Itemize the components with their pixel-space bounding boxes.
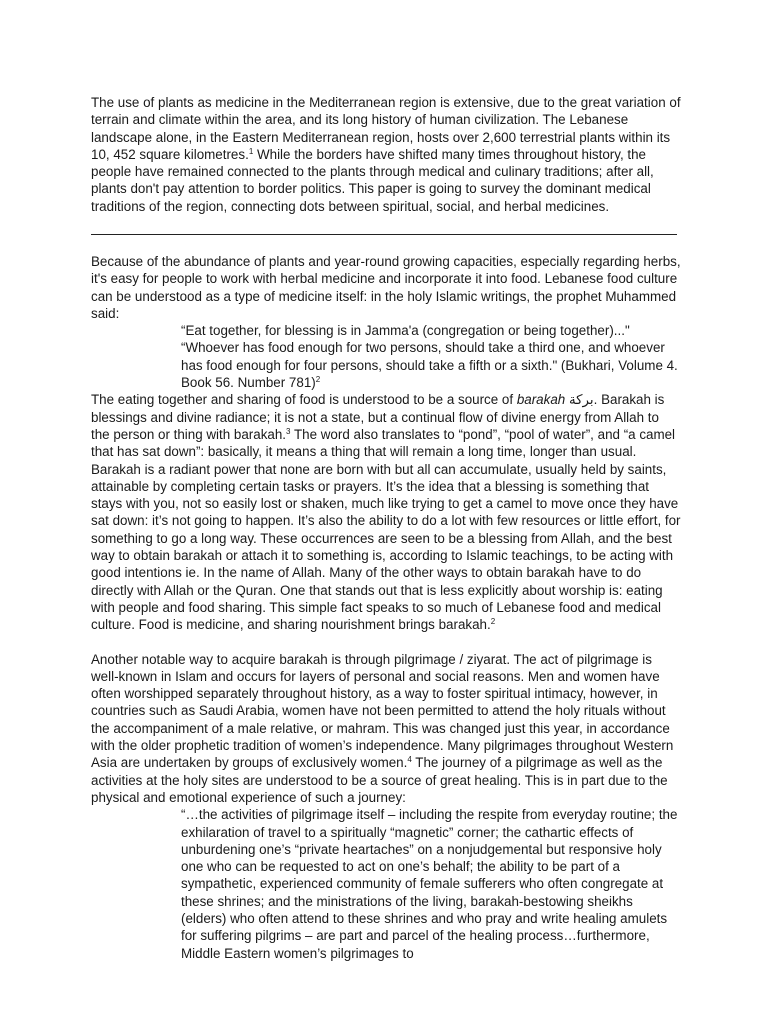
body-section [91, 253, 681, 962]
barakah-paragraph: The eating together and sharing of food is understood to be a source of barakah بركة. Barakah is blessings and divine radiance; it is not a state, but a continual flow of divine energy from Allah to the person or thing with barakah.$^3$ The word also translates to “pond”, “pool of water”, and “a camel that has sat down”: basically, it means a thing that will remain a long time, longer than usual. Barakah is a radiant power that none are born with but all can accumulate, usually held by saints, attainable by completing certain tasks or prayers. It’s the idea that a blessing is something that stays with you, not so easily lost or shaken, much like trying to get a camel to move once they have sat down: it’s not going to happen. It’s also the ability to do a lot with few resources or little effort, for something to go a long way. These occurrences are seen to be a blessing from Allah, and the best way to obtain barakah or attach it to something is, according to Islamic teachings, to be acting with good intentions ie. In the name of Allah. Many of the other ways to obtain barakah have to do directly with Allah or the Quran. One that stands out that is less explicitly about worship is: eating with people and food sharing. This simple fact speaks to so much of Lebanese food and medical culture. Food is medicine, and sharing nourishment brings barakah.$^2$ [91, 392, 681, 633]
intro-paragraph: The use of plants as medicine in the Mediterranean region is extensive, due to the great variation of terrain and climate within the area, and its long history of human civilization. The Lebanese landscape alone, in the Eastern Mediterranean region, hosts over 2,600 terrestrial plants within its 10, 452 square kilometres.$^1$ While the borders have shifted many times throughout history, the people have remained connected to the plants through medical and culinary traditions; after all, plants don't pay attention to border politics. This paper is going to survey the dominant medical traditions of the region, connecting dots between spiritual, social, and herbal medicines. [91, 95, 681, 214]
pilgrimage-paragraph: Another notable way to acquire barakah is through pilgrimage / ziyarat. The act of pilgrimage is well-known in Islam and occurs for layers of personal and social reasons. Men and women have often worshipped separately throughout history, as a way to foster spiritual intimacy, however, in countries such as Saudi Arabia, women have not been permitted to attend the holy rituals without the accompaniment of a male relative, or mahram. This was changed just this year, in accordance with the older prophetic tradition of women’s independence. Many pilgrimages throughout Western Asia are undertaken by groups of exclusively women.$^4$ The journey of a pilgrimage as well as the activities at the holy sites are understood to be a source of great healing. This is in part due to the physical and emotional experience of such a journey: [91, 651, 674, 805]
hadith-quote-1: “Eat together, for blessing is in Jamma'a (congregation or being together)..." [181, 323, 630, 339]
pilgrimage-quote: “…the activities of pilgrimage itself – including the respite from everyday routine; the exhilaration of travel to a spiritually “magnetic” corner; the cathartic effects of unburdening one’s “private heartaches” on a nonjudgemental but responsive holy one who can be requested to act on one’s behalf; the ability to be part of a sympathetic, experienced community of female sufferers who often congregate at these shrines; and the ministrations of the living, barakah-bestowing sheikhs (elders) who often attend to these shrines and who pray and write healing amulets for suffering pilgrims – are part and parcel of the healing process…furthermore, Middle Eastern women’s pilgrimages to [181, 807, 678, 961]
footnote-marker: 2 [490, 617, 496, 627]
footnote-marker: 2 [315, 375, 321, 385]
barakah-term: barakah [516, 392, 566, 408]
footnote-marker: 1 [248, 146, 254, 156]
footnote-marker: 3 [286, 426, 291, 436]
intro-section [91, 94, 681, 215]
arabic-term: بركة [568, 392, 594, 408]
footnote-marker: 4 [407, 755, 412, 765]
hadith-quote-2: “Whoever has food enough for two persons, should take a third one, and whoever has food enough for four persons, should take a fifth or a sixth." (Bukhari, Volume 4. Book 56. Number 781)$^2$ [181, 340, 678, 391]
section-divider [91, 234, 677, 235]
barakah-intro-paragraph: Because of the abundance of plants and year-round growing capacities, especially regarding herbs, it's easy for people to work with herbal medicine and incorporate it into food. Lebanese food culture can be understood as a type of medicine itself: in the holy Islamic writings, the prophet Muhammed said: [91, 254, 681, 321]
